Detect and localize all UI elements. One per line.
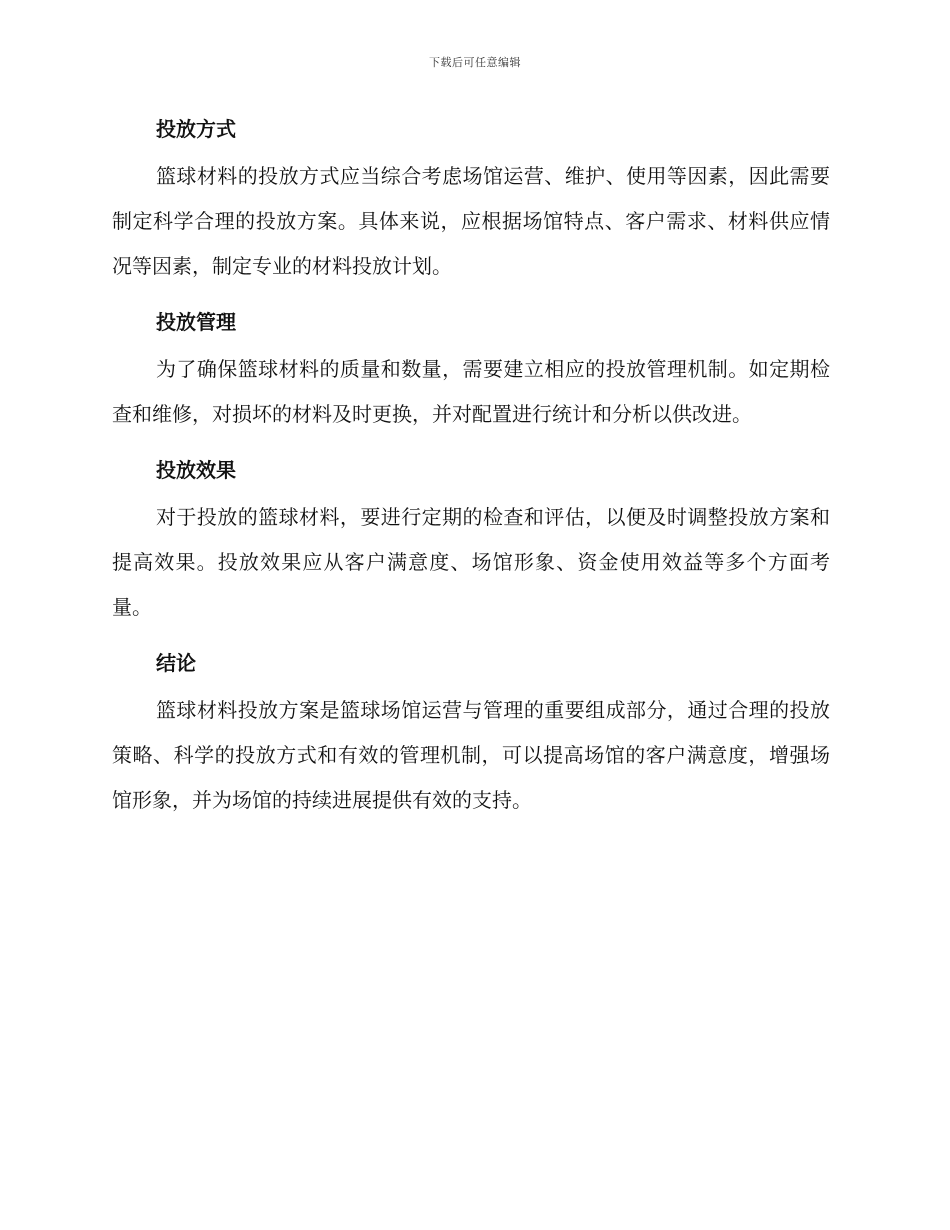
section-heading: 结论 <box>156 651 196 675</box>
document-content <box>112 112 830 839</box>
section-paragraph: 篮球材料投放方案是篮球场馆运营与管理的重要组成部分，通过合理的投放策略、科学的投放方式和有效的管理机制，可以提高场馆的客户满意度，增强场馆形象，并为场馆的持续进展提供有效的支持。 <box>112 698 830 812</box>
section-paragraph: 为了确保篮球材料的质量和数量，需要建立相应的投放管理机制。如定期检查和维修，对损坏的材料及时更换，并对配置进行统计和分析以供改进。 <box>112 357 830 426</box>
section-delivery-management <box>112 305 830 437</box>
section-paragraph: 篮球材料的投放方式应当综合考虑场馆运营、维护、使用等因素，因此需要制定科学合理的投放方案。具体来说，应根据场馆特点、客户需求、材料供应情况等因素，制定专业的材料投放计划。 <box>112 164 830 278</box>
section-conclusion <box>112 646 830 823</box>
section-heading: 投放方式 <box>156 117 236 141</box>
section-heading: 投放效果 <box>156 458 236 482</box>
section-delivery-method <box>112 112 830 289</box>
section-paragraph: 对于投放的篮球材料，要进行定期的检查和评估，以便及时调整投放方案和提高效果。投放效果应从客户满意度、场馆形象、资金使用效益等多个方面考量。 <box>112 505 830 619</box>
page-header: 下载后可任意编辑 <box>429 56 521 69</box>
section-delivery-effect <box>112 453 830 630</box>
section-heading: 投放管理 <box>156 310 236 334</box>
